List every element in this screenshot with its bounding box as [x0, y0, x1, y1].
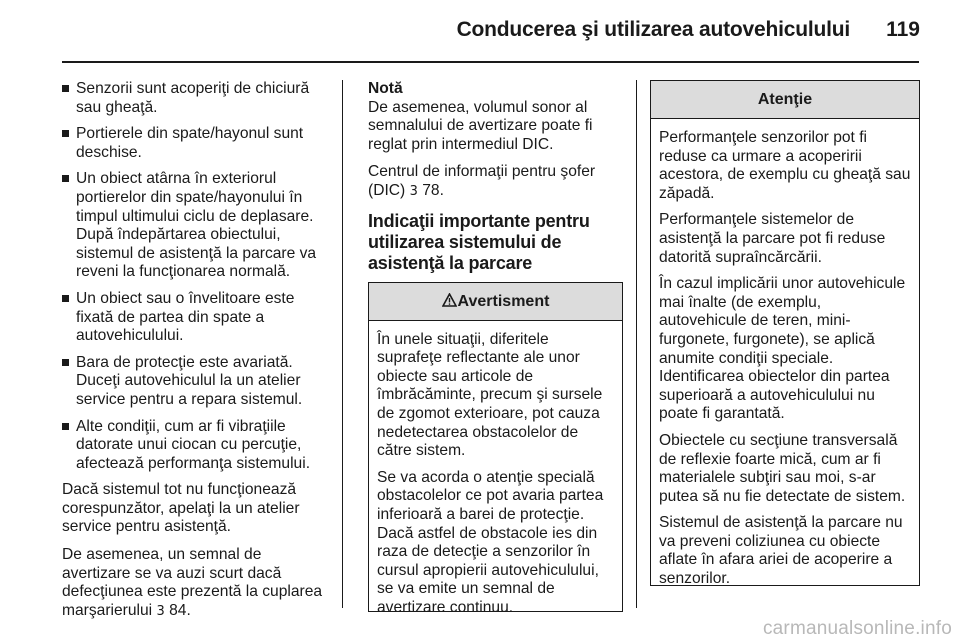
warning-triangle-icon — [442, 293, 457, 307]
page-number: 119 — [886, 18, 920, 41]
page-reference-link[interactable]: 78. — [422, 181, 444, 199]
warning-header — [369, 283, 622, 321]
header-rule — [62, 61, 919, 63]
column-left — [62, 80, 330, 630]
paragraph-reverse-warning — [62, 546, 330, 621]
attention-body — [651, 119, 919, 603]
column-right — [650, 80, 920, 586]
attention-paragraph: În cazul implicării unor autovehicule mai înalte (de exemplu, autovehicule de teren, mini-furgonete, furgonete), se aplică anumite condiţii speciale. Identificarea obiectelor din partea superioară a autovehiculului nu poate fi garantată. — [659, 275, 906, 423]
bullet-item: Portierele din spate/hayonul sunt deschise. — [62, 125, 330, 162]
attention-paragraph: Performanţele sistemelor de asistenţă la parcare pot fi reduse datorită supraîncărcării. — [659, 211, 886, 266]
warning-title: Avertisment — [457, 292, 550, 310]
paragraph-text: De asemenea, un semnal de avertizare se va auzi scurt dacă defecţiunea este prezentă la cuplarea marşarierului — [62, 546, 323, 619]
bullet-item: Alte condiţii, cum ar fi vibraţiile datorate unui ciocan cu percuţie, afectează performanţa sistemului. — [62, 418, 330, 474]
bullet-item: Un obiect atârna în exteriorul portierelor din spate/hayonului în timpul ultimului ciclu de deplasare. După îndepărtarea obiectului, sistemul de asistenţă la parcare va reveni la funcţionarea normală. — [62, 170, 330, 282]
column-middle — [368, 80, 623, 616]
bullet-item: Bara de protecţie este avariată. Duceţi autovehiculul la un atelier service pentru a repara sistemul. — [62, 354, 330, 410]
section-heading: Indicaţii importante pentru utilizarea sistemului de asistenţă la parcare — [368, 210, 590, 273]
dic-text: Centrul de informaţii pentru şofer (DIC) — [368, 163, 596, 199]
warning-box — [368, 282, 623, 616]
bullet-item: Un obiect sau o învelitoare este fixată de partea din spate a autovehiculului. — [62, 290, 330, 346]
warning-body — [369, 321, 622, 632]
page-header — [0, 0, 960, 62]
bullet-item: Senzorii sunt acoperiţi de chiciură sau gheaţă. — [62, 80, 330, 117]
watermark: carmanualsonline.info — [762, 618, 952, 639]
column-divider-left — [342, 80, 343, 608]
attention-paragraph: Sistemul de asistenţă la parcare nu va preveni coliziunea cu obiecte aflate în afara ariei de acoperire a senzorilor. — [659, 514, 903, 588]
page-title: Conducerea şi utilizarea autovehiculului — [456, 18, 850, 41]
attention-paragraph: Performanţele senzorilor pot fi reduse ca urmare a acoperirii acestora, de exemplu cu gheaţă sau zăpadă. — [659, 129, 911, 202]
page-reference-icon: 3 — [409, 183, 418, 199]
page-reference-link[interactable]: 84. — [169, 601, 191, 619]
warning-paragraph: Se va acorda o atenţie specială obstacolelor ce pot avaria partea inferioară a barei de protecţie. Dacă astfel de obstacole ies din raza de detecţie a senzorilor în cursul apropierii autovehiculului, se va emite un semnal de avertizare continuu. — [377, 468, 604, 616]
bullet-list — [62, 80, 330, 473]
column-divider-right — [636, 80, 637, 608]
page-reference-icon: 3 — [156, 603, 165, 619]
attention-box — [650, 80, 920, 586]
paragraph-service: Dacă sistemul tot nu funcţionează corespunzător, apelaţi la un atelier service pentru asistenţă. — [62, 481, 300, 536]
attention-paragraph: Obiectele cu secţiune transversală de reflexie foarte mică, cum ar fi materialele subţiri sau moi, s-ar putea să nu fie detectate de sistem. — [659, 431, 906, 505]
note-title: Notă — [368, 80, 403, 97]
dic-paragraph — [368, 163, 623, 201]
warning-paragraph: În unele situaţii, diferitele suprafeţe reflectante ale unor obiecte sau articole de îmbrăcăminte, precum şi sursele de zgomot exterioare, pot cauza nedetectarea obstacolelor de către sistem. — [377, 330, 603, 460]
attention-header: Atenţie — [651, 81, 919, 119]
note-text: De asemenea, volumul sonor al semnalului de avertizare poate fi reglat prin intermediul DIC. — [368, 98, 593, 153]
